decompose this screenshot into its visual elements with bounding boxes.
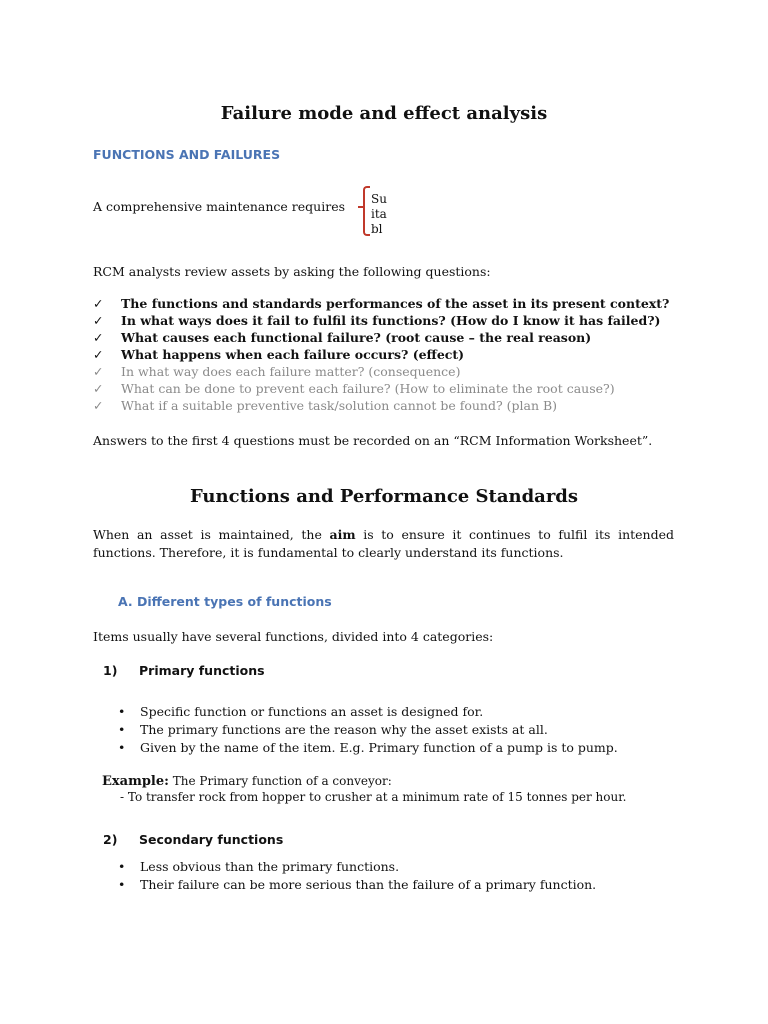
side-cell: [371, 192, 393, 234]
list-item: [118, 722, 548, 737]
example-line: [102, 773, 392, 789]
primary-heading: Primary functions: [139, 663, 265, 678]
answers-note: Answers to the first 4 questions must be recorded on an “RCM Information Worksheet”.: [93, 433, 653, 448]
aim-paragraph: [93, 526, 674, 562]
bullet-icon: •: [118, 704, 126, 719]
list-item: [118, 859, 399, 874]
brace-icon: [363, 186, 370, 236]
question-text: What happens when each failure occurs? (effect): [121, 347, 465, 362]
question-text: What if a suitable preventive task/solution cannot be found? (plan B): [121, 398, 558, 413]
brace-tip: [358, 206, 363, 208]
check-icon: ✓: [93, 381, 104, 396]
check-icon: ✓: [93, 330, 104, 345]
bullet-icon: •: [118, 722, 126, 737]
list-item: [118, 704, 483, 719]
example-text: The Primary function of a conveyor:: [168, 774, 392, 788]
list-item: [93, 313, 660, 328]
side-cell-line: Su: [371, 192, 387, 206]
bullet-text: Given by the name of the item. E.g. Primary function of a pump is to pump.: [140, 740, 618, 755]
question-text: What causes each functional failure? (root cause – the real reason): [121, 330, 592, 345]
aim-word: aim: [329, 527, 356, 542]
side-cell-line: bl: [371, 222, 383, 234]
page-title: Failure mode and effect analysis: [220, 103, 548, 124]
list-item: [93, 330, 591, 345]
check-icon: ✓: [93, 364, 104, 379]
list-item: [93, 381, 615, 396]
section-heading-functions-failures: FUNCTIONS AND FAILURES: [93, 147, 281, 162]
example-label: Example:: [102, 774, 169, 789]
aim-paragraph-text: is to ensure it continues to fulfil its intended functions. Therefore, it is fundamental to clearly understand its functions.: [93, 527, 674, 560]
list-item: [118, 877, 596, 892]
question-text: The functions and standards performances of the asset in its present context?: [121, 296, 670, 311]
question-text: In what way does each failure matter? (consequence): [121, 364, 461, 379]
question-text: In what ways does it fail to fulfil its functions? (How do I know it has failed?): [121, 313, 661, 328]
check-icon: ✓: [93, 398, 104, 413]
rcm-intro: RCM analysts review assets by asking the following questions:: [93, 264, 491, 279]
side-cell-line: ita: [371, 207, 387, 221]
section-title-functions-performance: Functions and Performance Standards: [189, 486, 579, 507]
primary-number: 1): [103, 663, 118, 678]
question-text: What can be done to prevent each failure? (How to eliminate the root cause?): [121, 381, 615, 396]
bullet-text: Their failure can be more serious than the failure of a primary function.: [140, 877, 597, 892]
intro-text: A comprehensive maintenance requires: [93, 199, 346, 214]
bullet-icon: •: [118, 740, 126, 755]
list-item: [93, 296, 669, 311]
check-icon: ✓: [93, 296, 104, 311]
aim-paragraph-text: When an asset is maintained, the: [93, 527, 330, 542]
bullet-icon: •: [118, 859, 126, 874]
categories-intro: Items usually have several functions, divided into 4 categories:: [93, 629, 494, 644]
secondary-heading: Secondary functions: [139, 832, 284, 847]
list-item: [93, 364, 460, 379]
bullet-text: Less obvious than the primary functions.: [140, 859, 400, 874]
secondary-number: 2): [103, 832, 118, 847]
bullet-text: The primary functions are the reason why the asset exists at all.: [140, 722, 548, 737]
list-item: [93, 347, 464, 362]
bullet-text: Specific function or functions an asset is designed for.: [140, 704, 484, 719]
check-icon: ✓: [93, 313, 104, 328]
example-detail: - To transfer rock from hopper to crusher at a minimum rate of 15 tonnes per hour.: [120, 790, 627, 804]
bullet-icon: •: [118, 877, 126, 892]
list-item: [118, 740, 618, 755]
list-item: [93, 398, 557, 413]
subsection-heading-types: A. Different types of functions: [118, 594, 332, 609]
check-icon: ✓: [93, 347, 104, 362]
